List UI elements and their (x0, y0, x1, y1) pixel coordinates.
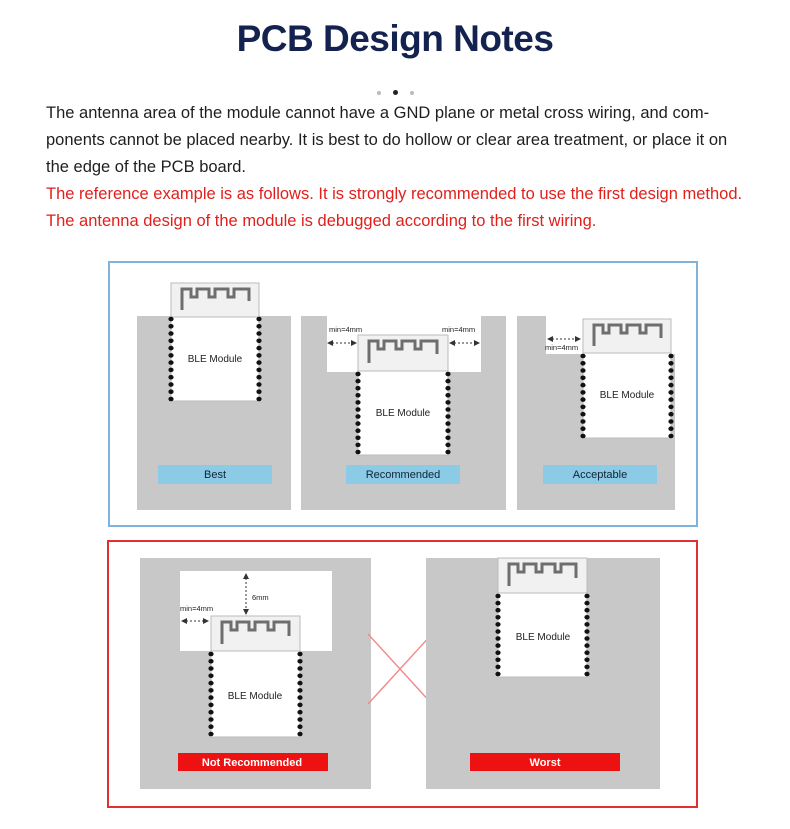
solder-pad (580, 412, 585, 417)
solder-pad (256, 339, 261, 344)
solder-pad (668, 368, 673, 373)
solder-pad (256, 389, 261, 394)
solder-pad (168, 339, 173, 344)
solder-pad (445, 414, 450, 419)
solder-pad (208, 666, 213, 671)
solder-pad (580, 419, 585, 424)
solder-pad (495, 594, 500, 599)
solder-pad (256, 324, 261, 329)
solder-pad (355, 407, 360, 412)
solder-pad (445, 428, 450, 433)
solder-pad (355, 428, 360, 433)
module-label: BLE Module (227, 691, 283, 702)
solder-pad (445, 372, 450, 377)
solder-pad (208, 695, 213, 700)
solder-pad (668, 354, 673, 359)
solder-pad (445, 407, 450, 412)
solder-pad (495, 615, 500, 620)
solder-pad (584, 658, 589, 663)
case-label-acceptable: Acceptable (572, 469, 628, 481)
solder-pad (580, 361, 585, 366)
cross-mark-icon (368, 634, 432, 704)
module-label: BLE Module (187, 354, 243, 365)
solder-pad (584, 665, 589, 670)
solder-pad (580, 354, 585, 359)
solder-pad (168, 360, 173, 365)
solder-pad (580, 397, 585, 402)
solder-pad (584, 636, 589, 641)
solder-pad (495, 672, 500, 677)
solder-pad (445, 450, 450, 455)
solder-pad (495, 622, 500, 627)
solder-pad (668, 361, 673, 366)
solder-pad (668, 397, 673, 402)
solder-pad (208, 674, 213, 679)
solder-pad (256, 346, 261, 351)
solder-pad (445, 421, 450, 426)
solder-pad (297, 652, 302, 657)
solder-pad (445, 393, 450, 398)
solder-pad (584, 643, 589, 648)
solder-pad (297, 724, 302, 729)
solder-pad (495, 643, 500, 648)
solder-pad (208, 717, 213, 722)
solder-pad (668, 434, 673, 439)
solder-pad (668, 390, 673, 395)
diagram-worst (426, 558, 660, 789)
dimension-label: min=4mm (442, 325, 476, 334)
case-label-worst: Worst (529, 757, 561, 769)
solder-pad (355, 443, 360, 448)
dimension-label: min=4mm (180, 604, 214, 613)
solder-pad (256, 397, 261, 402)
solder-pad (168, 346, 173, 351)
solder-pad (580, 405, 585, 410)
solder-pad (355, 450, 360, 455)
solder-pad (495, 658, 500, 663)
solder-pad (445, 443, 450, 448)
solder-pad (297, 695, 302, 700)
solder-pad (584, 672, 589, 677)
solder-pad (495, 601, 500, 606)
solder-pad (668, 376, 673, 381)
solder-pad (208, 659, 213, 664)
solder-pad (168, 389, 173, 394)
solder-pad (584, 629, 589, 634)
solder-pad (297, 732, 302, 737)
solder-pad (445, 436, 450, 441)
solder-pad (355, 414, 360, 419)
solder-pad (580, 368, 585, 373)
solder-pad (168, 375, 173, 380)
solder-pad (355, 379, 360, 384)
solder-pad (256, 331, 261, 336)
solder-pad (495, 608, 500, 613)
solder-pad (256, 375, 261, 380)
solder-pad (580, 390, 585, 395)
solder-pad (584, 601, 589, 606)
solder-pad (297, 688, 302, 693)
solder-pad (256, 353, 261, 358)
solder-pad (668, 405, 673, 410)
intro-paragraph: The antenna area of the module cannot have a GND plane or metal cross wiring, and com- ponents cannot be placed nearby. It is best to do hollow or clear area treatment, or place it on the edge of the PCB board. (46, 104, 728, 176)
solder-pad (668, 412, 673, 417)
solder-pad (580, 434, 585, 439)
solder-pad (495, 636, 500, 641)
solder-pad (584, 650, 589, 655)
solder-pad (495, 665, 500, 670)
solder-pad (208, 732, 213, 737)
solder-pad (256, 368, 261, 373)
solder-pad (208, 652, 213, 657)
solder-pad (168, 324, 173, 329)
solder-pad (355, 400, 360, 405)
recommendation-paragraph: The reference example is as follows. It is strongly recommended to use the first design method. The antenna design of the module is debugged according to the first wiring. (46, 185, 743, 230)
dimension-label: min=4mm (545, 343, 579, 352)
solder-pad (495, 650, 500, 655)
solder-pad (208, 688, 213, 693)
diagram-recommended (301, 316, 506, 510)
solder-pad (168, 397, 173, 402)
diagram-best (137, 283, 291, 510)
solder-pad (580, 383, 585, 388)
diagram-acceptable (517, 316, 675, 510)
solder-pad (256, 382, 261, 387)
solder-pad (355, 421, 360, 426)
solder-pad (256, 360, 261, 365)
solder-pad (208, 703, 213, 708)
page-title: PCB Design Notes (236, 18, 554, 59)
module-label: BLE Module (375, 408, 431, 419)
solder-pad (297, 717, 302, 722)
solder-pad (580, 376, 585, 381)
solder-pad (297, 703, 302, 708)
case-label-best: Best (203, 469, 227, 481)
solder-pad (668, 426, 673, 431)
solder-pad (580, 426, 585, 431)
solder-pad (297, 681, 302, 686)
solder-pad (297, 659, 302, 664)
solder-pad (256, 317, 261, 322)
solder-pad (584, 622, 589, 627)
case-label-recommended: Recommended (365, 469, 441, 481)
solder-pad (445, 379, 450, 384)
dimension-label: min=4mm (329, 325, 363, 334)
solder-pad (355, 393, 360, 398)
solder-pad (355, 372, 360, 377)
solder-pad (208, 681, 213, 686)
solder-pad (495, 629, 500, 634)
solder-pad (297, 674, 302, 679)
case-label-not-recommended: Not Recommended (201, 757, 303, 769)
solder-pad (668, 383, 673, 388)
module-label: BLE Module (599, 390, 655, 401)
solder-pad (584, 594, 589, 599)
diagram-not-recommended (140, 558, 371, 789)
solder-pad (668, 419, 673, 424)
solder-pad (168, 368, 173, 373)
solder-pad (208, 710, 213, 715)
solder-pad (445, 400, 450, 405)
solder-pad (168, 382, 173, 387)
solder-pad (355, 436, 360, 441)
solder-pad (168, 353, 173, 358)
solder-pad (584, 615, 589, 620)
solder-pad (355, 386, 360, 391)
solder-pad (297, 710, 302, 715)
solder-pad (445, 386, 450, 391)
module-label: BLE Module (515, 632, 571, 643)
solder-pad (168, 317, 173, 322)
solder-pad (584, 608, 589, 613)
solder-pad (168, 331, 173, 336)
dimension-label: 6mm (252, 593, 269, 602)
solder-pad (208, 724, 213, 729)
solder-pad (297, 666, 302, 671)
